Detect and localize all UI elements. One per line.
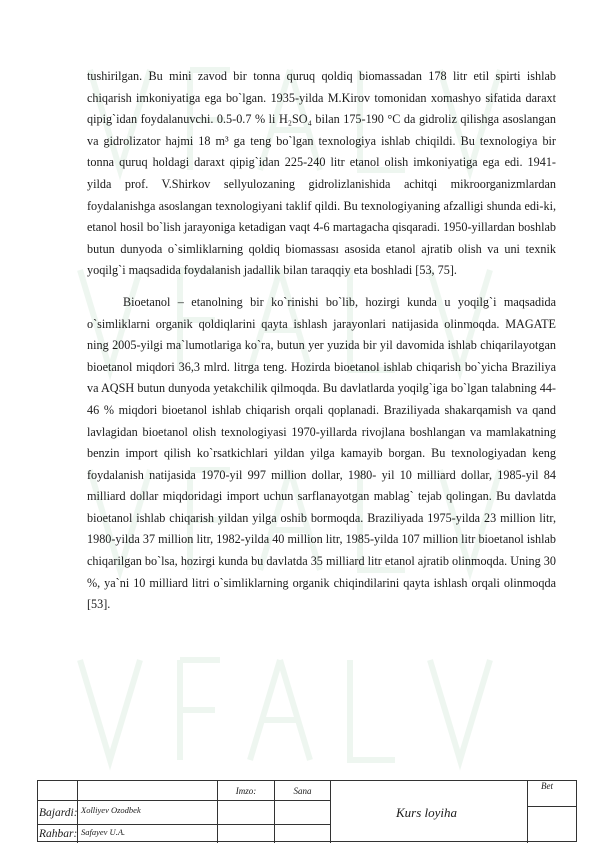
kurs-loyiha-label: Kurs loyiha [396,805,458,820]
tb-empty-cell [78,781,218,801]
rahbar-label: Rahbar: [38,825,78,843]
tb-empty-cell [275,801,331,825]
bajardi-label: Bajardi: [38,801,78,825]
tb-empty-cell [218,801,275,825]
tb-empty-cell [218,825,275,843]
bet-label: Bet [541,781,553,791]
imzo-header: Imzo: [218,781,275,801]
body-text [87,66,556,616]
paragraph-2: Bioetanol – etanolning bir ko`rinishi bo`lib, hozirgi kunda u yoqilg`i maqsadida o`simliklarni organik qoldiqlarini qayta ishlash jarayonlari natijasida olinmoqda. MAGATE ning 2005-yilgi ma`lumotlariga ko`ra, butun yer yuzida bir yil davomida ishlab chiqarilayotgan bioetanol miqdori 36,3 mlrd. litrga teng. Hozirda bioetanol ishlab chiqarish bo`yicha Braziliya va AQSH butun dunyoda yetakchilik qilmoqda. Bu davlatlarda yoqilg`iga bo`lgan talabning 44-46 % miqdori bioetanol ishlab chiqarish orqali qoplanadi. Braziliyada shakarqamish va qand lavlagidan bioetanol olish texnologiyasi 1970-yillarda rivojlana boshlangan va mamlakatning benzin import qilish ko`rsatkichlari yildan yilga kamayib borgan. Bu texnologiyadan keng foydalanish natijasida 1970-yil 997 million dollar, 1980- yil 10 milliard dollar, 1985-yil 84 milliard dollar miqdoridagi import uchun sarflanayotgan mablag` tejab qolingan. Bu davlatda bioetanol ishlab chiqarish yildan yilga oshib bormoqda. Braziliyada 1975-yilda 23 million litr, 1980-yilda 37 million litr, 1982-yilda 40 million litr, 1985-yilda 107 million litr bioetanol ishlab chiqarilgan bo`lsa, hozirgi kunda bu davlatda 35 milliard litr etanol ajratib olinmoqda. Uning 30 %, ya`ni 10 milliard litri o`simliklarning organik chiqindilarini qayta ishlash orqali olinmoqda [53]. [87,294,556,612]
rahbar-name: Safayev U.A. [78,825,218,843]
tb-empty-cell [275,825,331,843]
bet-value-cell [528,807,576,843]
paragraph-1: tushirilgan. Bu mini zavod bir tonna quruq qoldiq biomassadan 178 litr etil spirti ishlab chiqarish imkoniyatiga ega bo`lgan. 1935-yilda M.Kirov tomonidan xomashyo sifatida daraxt qipig`idan foydalanuvchi. 0.5-0.7 % li H₂SO₄ bilan 175-190 °C da gidroliz qilishga asoslangan va gidrolizator hajmi 18 m³ ga teng bo`lgan texnologiya ishlab chiqildi. Bu texnologiya bir tonna quruq holdagi daraxt qipig`idan 225-240 litr etanol olish imkoniyatiga ega edi. 1941-yilda prof. V.Shirkov sellyulozaning gidrolizlanishida achitqi mikroorganizmlardan foydalanishga asoslangan texnologiyani taklif qildi. Bu texnologiyaning afzalligi shunda edi-ki, etanol hosil bo`lish jarayoniga ketadigan vaqt 4-6 martagacha qisqaradi. 1950-yillardan boshlab butun dunyoda o`simliklarning qoldiq biomassası asosida etanol ajratib olish va uni texnik yoqilg`i maqsadida foydalanish jadallik bilan taraqqiy eta boshladi [53, 75]. [87,69,556,278]
title-block [37,780,577,842]
sana-header: Sana [275,781,331,801]
bajardi-name: Xolliyev Ozodbek [78,801,218,825]
tb-empty-cell [38,781,78,801]
